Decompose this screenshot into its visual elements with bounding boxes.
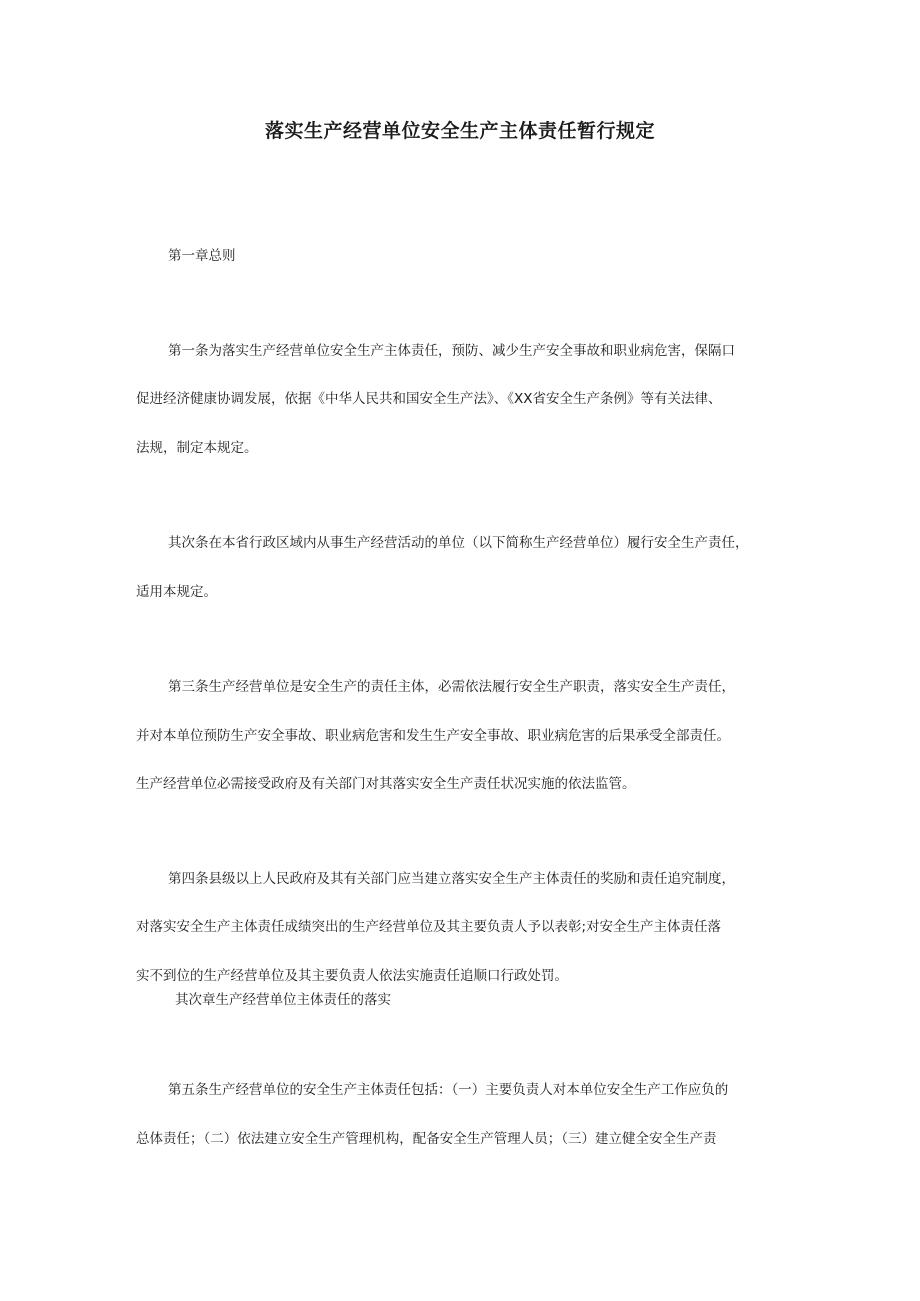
- article-line: 第三条生产经营单位是安全生产的责任主体，必需依法履行安全生产职责，落实安全生产责任，: [168, 679, 735, 695]
- article-line: 第一条为落实生产经营单位安全生产主体责任，预防、减少生产安全事故和职业病危害，保隔口: [168, 343, 735, 359]
- article-line: 实不到位的生产经营单位及其主要负责人依法实施责任追顺口行政处罚。: [136, 968, 568, 984]
- article-line: 促进经济健康协调发展，依据《中华人民共和国安全生产法》、《XX省安全生产条例》等有关法律、: [136, 391, 722, 407]
- article-line: 对落实安全生产主体责任成绩突出的生产经营单位及其主要负责人予以表彰;对安全生产主体责任落: [136, 919, 722, 935]
- article-line: 总体责任；（二）依法建立安全生产管理机构，配备安全生产管理人员；（三）建立健全安全生产责: [136, 1131, 717, 1147]
- article-line: 第五条生产经营单位的安全生产主体责任包括：（一）主要负责人对本单位安全生产工作应负的: [168, 1082, 729, 1098]
- chapter-heading: 第一章总则: [168, 248, 236, 264]
- article-line: 生产经营单位必需接受政府及有关部门对其落实安全生产责任状况实施的依法监管。: [136, 776, 636, 792]
- article-line: 第四条县级以上人民政府及其有关部门应当建立落实安全生产主体责任的奖励和责任追究制度，: [168, 871, 735, 887]
- article-line: 其次条在本省行政区域内从事生产经营活动的单位（以下简称生产经营单位）履行安全生产责任，: [168, 535, 749, 551]
- article-line: 适用本规定。: [136, 584, 217, 600]
- chapter-heading: 其次章生产经营单位主体责任的落实: [175, 992, 391, 1008]
- article-line: 法规，制定本规定。: [136, 440, 258, 456]
- document-title: 落实生产经营单位安全生产主体责任暂行规定: [264, 119, 655, 142]
- article-line: 并对本单位预防生产安全事故、职业病危害和发生生产安全事故、职业病危害的后果承受全部责任。: [136, 728, 730, 744]
